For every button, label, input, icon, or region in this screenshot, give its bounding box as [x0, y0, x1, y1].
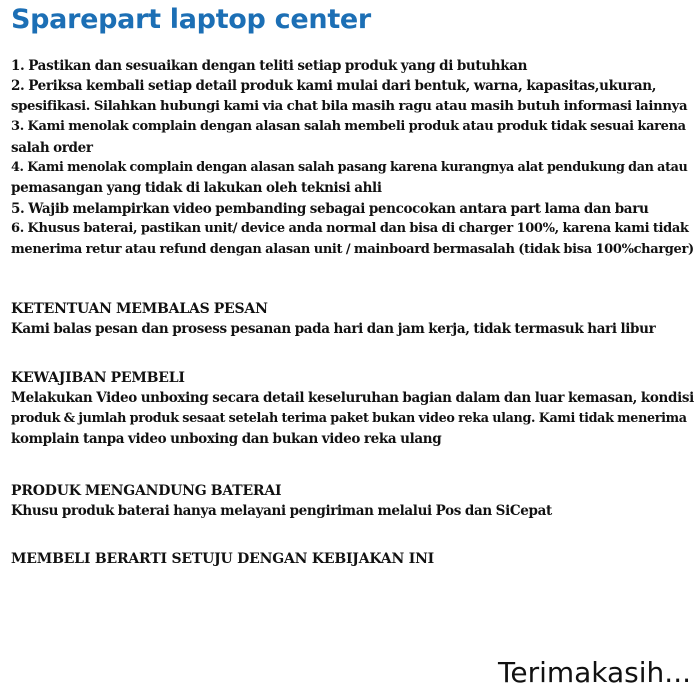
section-text: Melakukan Video unboxing secara detail keseluruhan bagian dalam dan luar kemasan, kondisi	[11, 390, 694, 407]
page-title: Sparepart laptop center	[11, 4, 371, 35]
section-text: Kami balas pesan dan prosess pesanan pada hari dan jam kerja, tidak termasuk hari libur	[11, 321, 656, 338]
rules-list	[11, 56, 695, 260]
reply-policy-section	[11, 299, 695, 340]
rule-line: salah order	[11, 139, 93, 156]
signoff-text: Terimakasih...	[498, 656, 691, 689]
rule-line: 6. Khusus baterai, pastikan unit/ device anda normal dan bisa di charger 100%, karena kami tidak	[11, 221, 689, 237]
section-heading: PRODUK MENGANDUNG BATERAI	[11, 483, 282, 499]
rule-line: pemasangan yang tidak di lakukan oleh teknisi ahli	[11, 180, 382, 197]
section-heading: KEWAJIBAN PEMBELI	[11, 370, 185, 386]
battery-section	[11, 481, 695, 522]
section-text: komplain tanpa video unboxing dan bukan video reka ulang	[11, 431, 442, 448]
rule-line: 2. Periksa kembali setiap detail produk kami mulai dari bentuk, warna, kapasitas,ukuran,	[11, 78, 657, 95]
agreement-notice: MEMBELI BERARTI SETUJU DENGAN KEBIJAKAN INI	[11, 551, 435, 567]
section-heading: KETENTUAN MEMBALAS PESAN	[11, 301, 268, 317]
rule-line: 3. Kami menolak complain dengan alasan salah membeli produk atau produk tidak sesuai karena	[11, 119, 686, 135]
rule-line: menerima retur atau refund dengan alasan unit / mainboard bermasalah (tidak bisa 100%charger)	[11, 241, 694, 257]
rule-line: 5. Wajib melampirkan video pembanding sebagai pencocokan antara part lama dan baru	[11, 200, 649, 217]
rule-line: 4. Kami menolak complain dengan alasan salah pasang karena kurangnya alat pendukung dan atau	[11, 160, 688, 176]
rule-line: 1. Pastikan dan sesuaikan dengan teliti setiap produk yang di butuhkan	[11, 58, 528, 74]
section-text: produk & jumlah produk sesaat setelah terima paket bukan video reka ulang. Kami tidak menerima	[11, 410, 687, 426]
section-text: Khusu produk baterai hanya melayani pengiriman melalui Pos dan SiCepat	[11, 503, 552, 520]
buyer-obligation-section	[11, 368, 695, 450]
rule-line: spesifikasi. Silahkan hubungi kami via chat bila masih ragu atau masih butuh informasi lainnya	[11, 98, 688, 114]
